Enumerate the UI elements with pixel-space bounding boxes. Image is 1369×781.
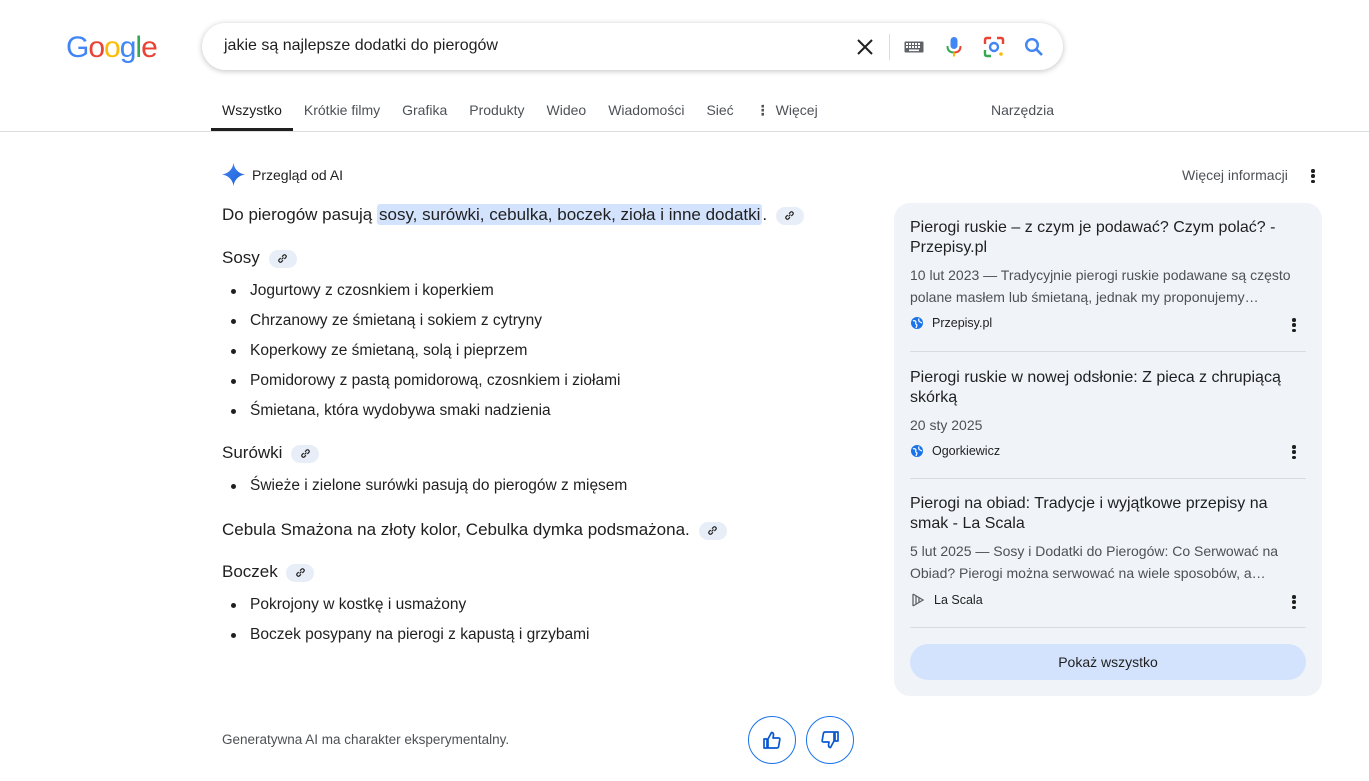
tab-videos[interactable]: Wideo [546,102,587,118]
list-item: Pomidorowy z pastą pomidorową, czosnkiem i ziołami [250,366,862,396]
sosy-list [222,276,862,426]
tab-all[interactable]: Wszystko [211,90,293,131]
search-tabs [211,90,829,132]
sources-panel [894,203,1322,696]
source-card-site[interactable] [910,592,1306,608]
source-card-desc: 10 lut 2023 — Tradycyjnie pierogi ruskie podawane są często polane masłem lub śmietaną, jednak my proponujemy… [910,267,1291,305]
thumbs-down-button[interactable] [806,716,854,764]
heading-text: Surówki [222,443,283,462]
ai-overview-header [222,163,343,186]
logo-letter: g [119,31,136,64]
search-divider [889,34,890,60]
logo-letter: o [104,31,120,64]
google-logo[interactable] [66,30,157,66]
ai-intro [222,201,862,229]
heading-text: Sosy [222,248,260,267]
source-name: Przepisy.pl [932,316,993,330]
surowki-list [222,471,862,501]
globe-icon [910,444,924,458]
tab-more[interactable] [745,90,829,131]
source-card-desc: 20 sty 2025 [910,417,983,433]
section-heading-boczek [222,560,862,584]
card-divider [910,478,1306,479]
list-item: Koperkowy ze śmietaną, solą i pieprzem [250,336,862,366]
thumbs-up-icon [762,730,782,750]
source-name: La Scala [934,593,983,607]
card-divider [910,627,1306,628]
source-card-menu-icon[interactable] [1288,595,1300,609]
source-card-menu-icon[interactable] [1288,318,1300,332]
section-heading-sosy [222,246,862,270]
logo-letter: G [66,31,89,64]
tab-images[interactable]: Grafika [402,102,448,118]
section-heading-surowki [222,441,862,465]
tab-short-videos[interactable]: Krótkie filmy [303,102,381,118]
card-divider [910,351,1306,352]
source-card-title[interactable]: Pierogi na obiad: Tradycje i wyjątkowe przepisy na smak - La Scala [910,495,1268,532]
source-link-icon[interactable] [776,207,804,225]
source-link-icon[interactable] [269,250,297,268]
cebula-text: Cebula Smażona na złoty kolor, Cebulka dymka podsmażona. [222,520,690,539]
tools-button[interactable]: Narzędzia [991,102,1055,118]
keyboard-icon[interactable] [902,35,926,59]
thumbs-down-icon [820,730,840,750]
ai-disclaimer: Generatywna AI ma charakter eksperymentalny. [222,732,510,747]
close-icon[interactable] [853,35,877,59]
source-card-menu-icon[interactable] [1288,445,1300,459]
more-vert-icon: ⋮ [755,102,770,118]
heading-text: Boczek [222,562,278,581]
source-card[interactable] [910,494,1306,608]
search-icon[interactable] [1022,35,1046,59]
source-card-desc: 5 lut 2025 — Sosy i Dodatki do Pierogów: Co Serwować na Obiad? Pierogi można serwować na wiele sposobów, a… [910,543,1279,581]
list-item: Pokrojony w kostkę i usmażony [250,590,862,620]
header-divider [0,131,1369,132]
tab-web[interactable]: Sieć [706,102,734,118]
thumbs-up-button[interactable] [748,716,796,764]
cebula-line [222,516,862,544]
list-item: Chrzanowy ze śmietaną i sokiem z cytryny [250,306,862,336]
tab-news[interactable]: Wiadomości [608,102,685,118]
lens-icon[interactable] [982,35,1006,59]
list-item: Świeże i zielone surówki pasują do pierogów z mięsem [250,471,862,501]
gemini-sparkle-icon [222,163,245,186]
source-card-site[interactable] [910,316,1306,330]
ai-overview-label: Przegląd od AI [252,166,344,183]
globe-icon [910,316,924,330]
list-item: Śmietana, która wydobywa smaki nadzienia [250,396,862,426]
microphone-icon[interactable] [942,35,966,59]
ai-overview-content [222,200,862,650]
source-card-title[interactable]: Pierogi ruskie w nowej odsłonie: Z pieca z chrupiącą skórką [910,369,1281,406]
intro-suffix: . [762,205,768,224]
show-all-button[interactable]: Pokaż wszystko [910,644,1306,680]
logo-letter: o [88,31,105,64]
boczek-list [222,590,862,650]
ai-overview-menu-icon[interactable] [1307,169,1319,183]
source-name: Ogorkiewicz [932,444,1001,458]
source-card-title[interactable]: Pierogi ruskie – z czym je podawać? Czym polać? - Przepisy.pl [910,219,1276,256]
list-item: Jogurtowy z czosnkiem i koperkiem [250,276,862,306]
tab-more-label: Więcej [775,102,818,118]
source-link-icon[interactable] [291,445,319,463]
source-link-icon[interactable] [699,522,727,540]
source-card-site[interactable] [910,444,1306,458]
intro-prefix: Do pierogów pasują [222,205,377,224]
source-card[interactable] [910,218,1306,330]
intro-highlight: sosy, surówki, cebulka, boczek, zioła i inne dodatki [378,205,761,224]
search-input[interactable]: jakie są najlepsze dodatki do pierogów [224,37,498,54]
search-box[interactable] [202,23,1063,70]
la-scala-logo-icon [910,592,926,608]
source-link-icon[interactable] [286,564,314,582]
list-item: Boczek posypany na pierogi z kapustą i grzybami [250,620,862,650]
logo-letter: l [135,31,142,64]
logo-letter: e [141,31,157,64]
tab-products[interactable]: Produkty [469,102,525,118]
more-info-link[interactable]: Więcej informacji [1182,167,1288,183]
source-card[interactable] [910,368,1306,458]
